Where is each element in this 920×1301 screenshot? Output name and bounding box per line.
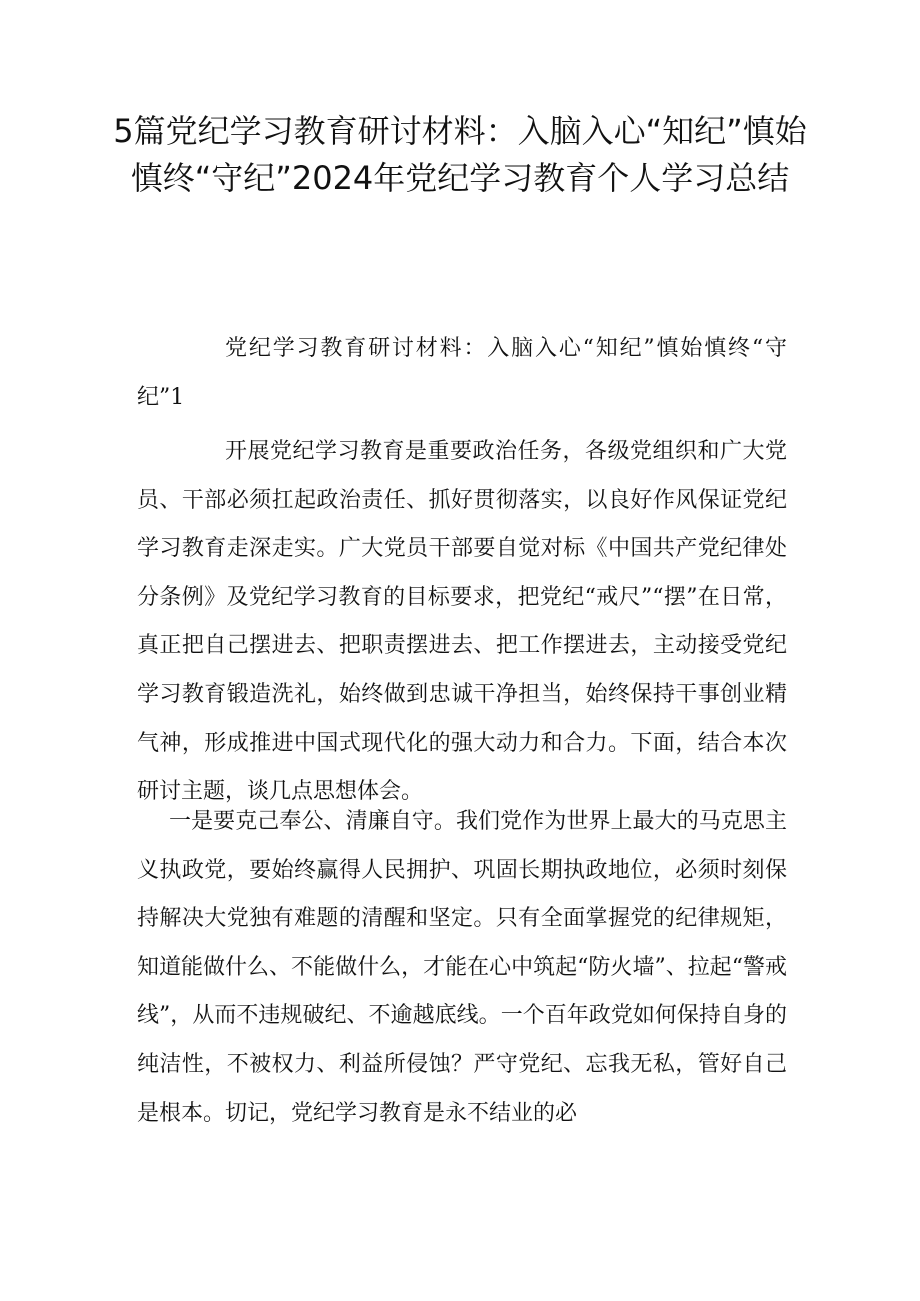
paragraph-point-one: 一是要克己奉公、清廉自守。我们党作为世界上最大的马克思主义执政党，要始终赢得人民拥护、巩固长期执政地位，必须时刻保持解决大党独有难题的清醒和坚定。只有全面掌握党的纪律规矩，知道能做什么、不能做什么，才能在心中筑起“防火墙”、拉起“警戒线”，从而不违规破纪、不逾越底线。一个百年政党如何保持自身的纯洁性，不被权力、利益所侵蚀？严守党纪、忘我无私，管好自己是根本。切记，党纪学习教育是永不结业的必 [137, 809, 787, 1126]
paragraph-intro: 开展党纪学习教育是重要政治任务，各级党组织和广大党员、干部必须扛起政治责任、抓好贯彻落实，以良好作风保证党纪学习教育走深走实。广大党员干部要自觉对标《中国共产党纪律处分条例》及党纪学习教育的目标要求，把党纪“戒尺”“摆”在日常，真正把自己摆进去、把职责摆进去、把工作摆进去，主动接受党纪学习教育锻造洗礼，始终做到忠诚干净担当，始终保持干事创业精气神，形成推进中国式现代化的强大动力和合力。下面，结合本次研讨主题，谈几点思想体会。 [137, 439, 787, 805]
section-subheading: 党纪学习教育研讨材料：入脑入心“知纪”慎始慎终“守纪”1 [137, 336, 787, 410]
document-title: 5篇党纪学习教育研讨材料：入脑入心“知纪”慎始慎终“守纪”2024年党纪学习教育个人学习总结 [113, 112, 807, 197]
